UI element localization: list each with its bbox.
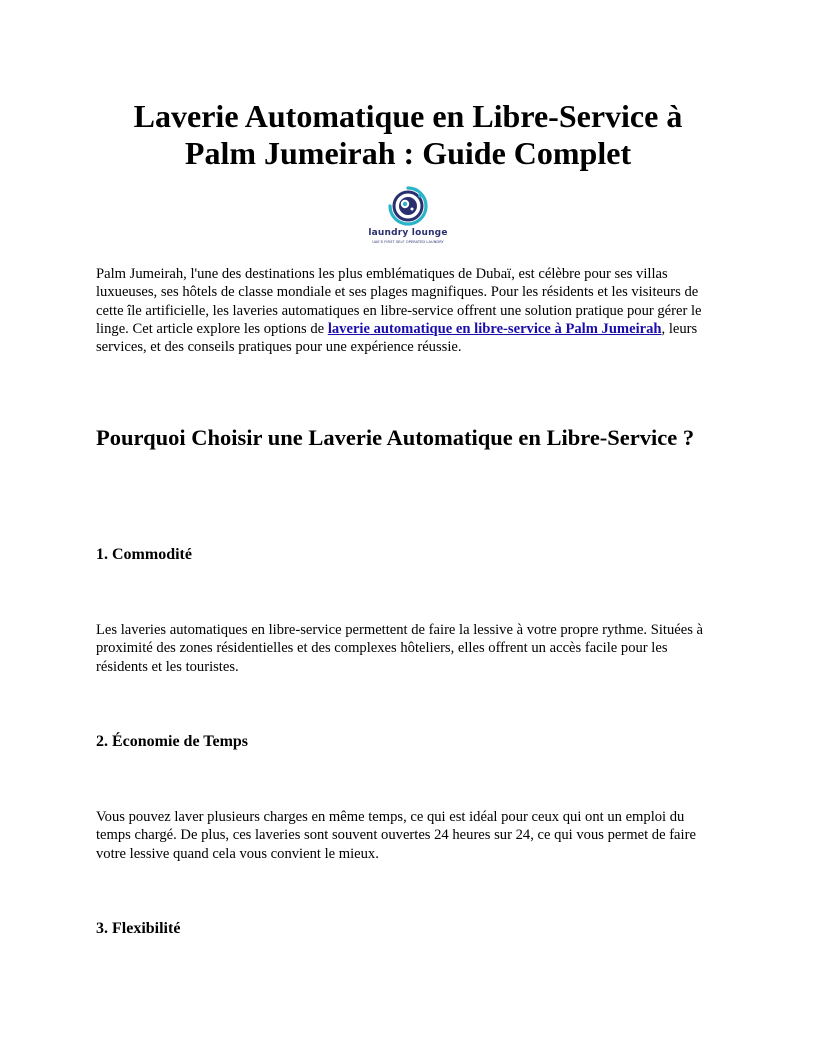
logo-tagline: UAE'S FIRST SELF OPERATED LAUNDRY bbox=[372, 240, 444, 244]
subsection-heading-commodite: 1. Commodité bbox=[96, 546, 192, 563]
laverie-palm-jumeirah-link[interactable]: laverie automatique en libre-service à Palm Jumeirah bbox=[327, 320, 662, 337]
washing-machine-logo-icon bbox=[358, 184, 458, 228]
laundry-lounge-logo bbox=[358, 184, 458, 250]
subsection-heading-flexibilite: 3. Flexibilité bbox=[96, 920, 181, 937]
subsection-body-commodite: Les laveries automatiques en libre-service permettent de faire la lessive à votre propre rythme. Situées à proximité des zones résidentielles et des complexes hôteliers, elles offrent un accès facile pour les résidents et les touristes. bbox=[96, 622, 704, 675]
logo-wordmark: laundry lounge bbox=[368, 228, 448, 238]
section-heading-pourquoi: Pourquoi Choisir une Laverie Automatique en Libre-Service ? bbox=[96, 425, 695, 450]
intro-text-after: , leurs services, et des conseils pratiques pour une expérience réussie. bbox=[96, 320, 698, 356]
page-title: Laverie Automatique en Libre-Service à Palm Jumeirah : Guide Complet bbox=[133, 98, 683, 171]
subsection-heading-economie-temps: 2. Économie de Temps bbox=[96, 733, 249, 750]
intro-paragraph bbox=[96, 265, 722, 356]
subsection-body-economie-temps: Vous pouvez laver plusieurs charges en même temps, ce qui est idéal pour ceux qui ont un emploi du temps chargé. De plus, ces laveries sont souvent ouvertes 24 heures sur 24, ce qui vous permet de faire votre lessive quand cela vous convient le mieux. bbox=[96, 809, 696, 862]
intro-text-before: Palm Jumeirah, l'une des destinations les plus emblématiques de Dubaï, est célèbre pour ses villas luxueuses, ses hôtels de classe mondiale et ses plages magnifiques. Pour les résidents et les visiteurs de cette île artificielle, les laveries automatiques en libre-service offrent une solution pratique pour gérer le linge. Cet article explore les options de bbox=[96, 266, 702, 337]
